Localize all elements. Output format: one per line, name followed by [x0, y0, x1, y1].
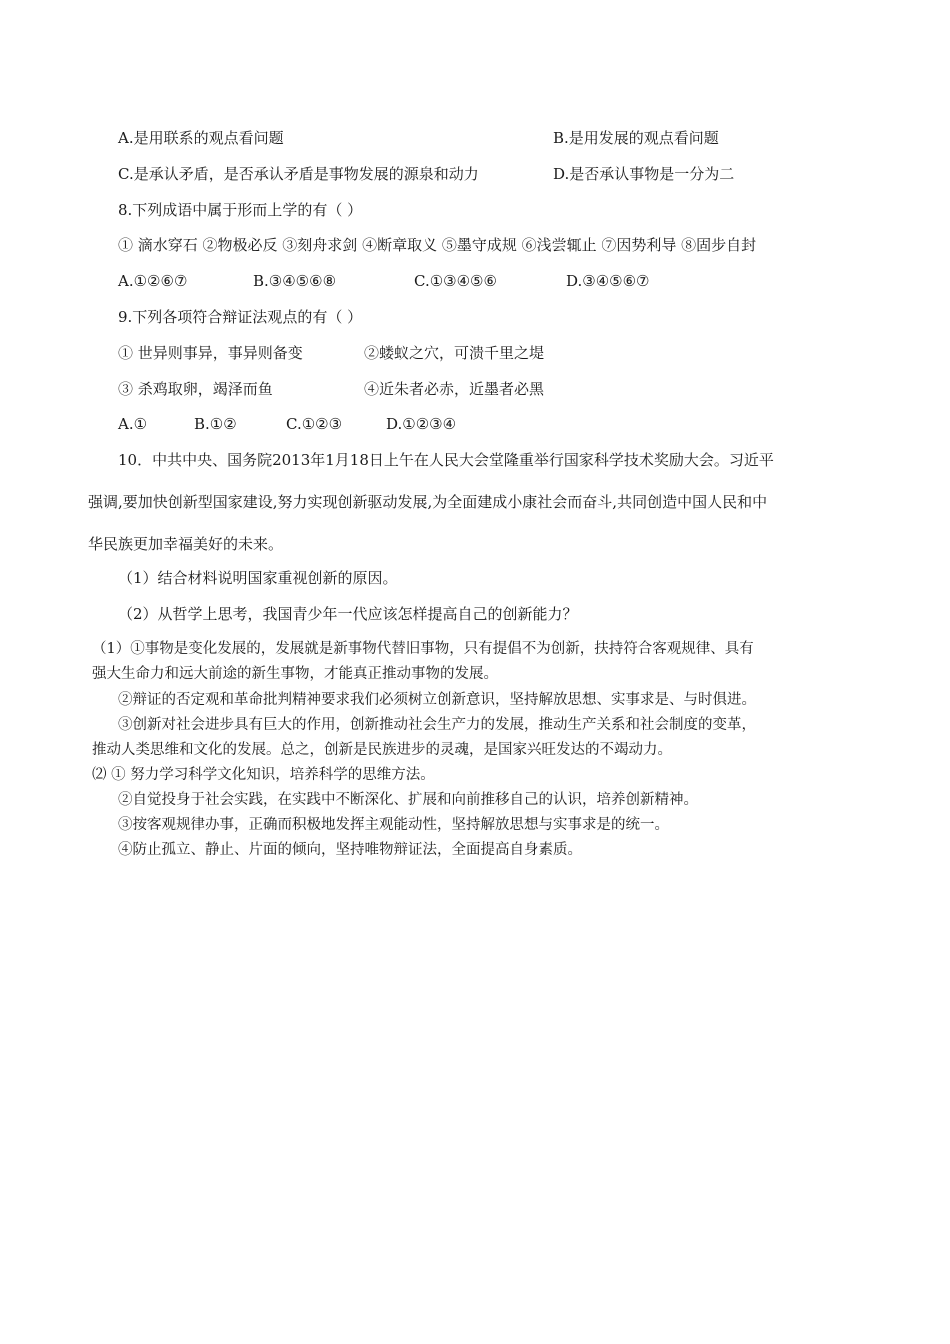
q9-option-a: A.① [118, 415, 148, 433]
answer1-line-4: ③创新对社会进步具有巨大的作用，创新推动社会生产力的发展，推动生产关系和社会制度的变革， [118, 717, 756, 733]
answer1-line-3: ②辩证的否定观和革命批判精神要求我们必须树立创新意识，坚持解放思想、实事求是、与时俱进。 [118, 692, 756, 708]
q9-stem: 9.下列各项符合辩证法观点的有（ ） [118, 308, 363, 326]
q10-material-line-2: 强调,要加快创新型国家建设,努力实现创新驱动发展,为全面建成小康社会而奋斗,共同创造中国人民和中 [88, 493, 768, 511]
answer2-line-3: ③按客观规律办事，正确而积极地发挥主观能动性，坚持解放思想与实事求是的统一。 [118, 817, 669, 833]
q7-option-b: B.是用发展的观点看问题 [553, 129, 719, 147]
q9-item-3: ③ 杀鸡取卵，竭泽而鱼 [118, 380, 273, 398]
answer2-line-4: ④防止孤立、静止、片面的倾向，坚持唯物辩证法，全面提高自身素质。 [118, 842, 582, 858]
answer2-line-1: ⑵ ① 努力学习科学文化知识，培养科学的思维方法。 [92, 767, 435, 783]
q8-option-a: A.①②⑥⑦ [118, 272, 188, 290]
q8-option-b: B.③④⑤⑥⑧ [253, 272, 337, 290]
q7-option-d: D.是否承认事物是一分为二 [553, 165, 735, 183]
answer1-line-5: 推动人类思维和文化的发展。总之，创新是民族进步的灵魂，是国家兴旺发达的不竭动力。 [92, 742, 672, 758]
answer1-line-1: （1）①事物是变化发展的，发展就是新事物代替旧事物，只有提倡不为创新，扶持符合客观规律、具有 [92, 641, 754, 657]
q9-item-2: ②蝼蚁之穴，可溃千里之堤 [364, 344, 545, 362]
q9-item-4: ④近朱者必赤，近墨者必黑 [364, 380, 545, 398]
q9-option-d: D.①②③④ [386, 415, 457, 433]
q10-material-line-3: 华民族更加幸福美好的未来。 [88, 535, 284, 553]
q8-option-d: D.③④⑤⑥⑦ [566, 272, 650, 290]
q10-subquestion-1: （1）结合材料说明国家重视创新的原因。 [118, 569, 398, 587]
q7-option-a: A.是用联系的观点看问题 [118, 129, 284, 147]
q9-item-1: ① 世异则事异，事异则备变 [118, 344, 303, 362]
q8-items: ① 滴水穿石 ②物极必反 ③刻舟求剑 ④断章取义 ⑤墨守成规 ⑥浅尝辄止 ⑦因势利导 ⑧固步自封 [118, 236, 757, 254]
q10-material-line-1: 10．中共中央、国务院2013年1月18日上午在人民大会堂隆重举行国家科学技术奖励大会。习近平 [118, 451, 774, 469]
q9-option-c: C.①②③ [286, 415, 343, 433]
q8-option-c: C.①③④⑤⑥ [414, 272, 497, 290]
q7-option-c: C.是承认矛盾，是否承认矛盾是事物发展的源泉和动力 [118, 165, 479, 183]
q8-stem: 8.下列成语中属于形而上学的有（ ） [118, 201, 363, 219]
answer2-line-2: ②自觉投身于社会实践，在实践中不断深化、扩展和向前推移自己的认识，培养创新精神。 [118, 792, 698, 808]
answer1-line-2: 强大生命力和远大前途的新生事物，才能真正推动事物的发展。 [92, 666, 498, 682]
q9-option-b: B.①② [194, 415, 237, 433]
q10-subquestion-2: （2）从哲学上思考，我国青少年一代应该怎样提高自己的创新能力？ [118, 605, 578, 623]
